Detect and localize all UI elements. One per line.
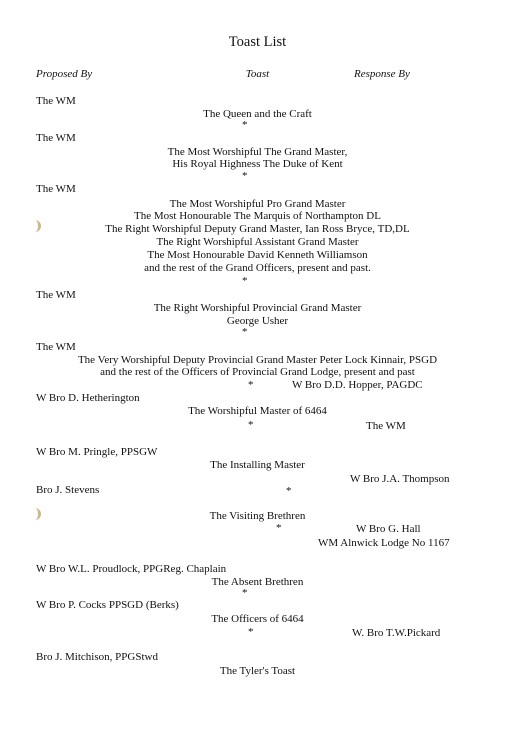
responder: W Bro G. Hall: [356, 523, 421, 535]
separator-star: *: [242, 587, 248, 599]
separator-star: *: [242, 170, 248, 182]
separator-star: *: [242, 326, 248, 338]
separator-star: *: [248, 419, 254, 431]
proposer: The WM: [36, 132, 76, 144]
header-response-by: Response By: [354, 68, 410, 80]
proposer: The WM: [36, 341, 76, 353]
responder: The WM: [366, 420, 406, 432]
proposer: The WM: [36, 95, 76, 107]
toast-line: The Right Worshipful Provincial Grand Master: [153, 302, 362, 314]
toast-line: The Worshipful Master of 6464: [188, 405, 327, 417]
toast-line: The Right Worshipful Deputy Grand Master, Ian Ross Bryce, TD,DL: [105, 223, 410, 235]
proposer: W Bro P. Cocks PPSGD (Berks): [36, 599, 179, 611]
toast-line: The Officers of 6464: [211, 613, 304, 625]
toast-line: and the rest of the Officers of Provincial Grand Lodge, present and past: [100, 366, 415, 378]
toast-line: The Most Worshipful Pro Grand Master: [169, 198, 346, 210]
proposer: Bro J. Mitchison, PPGStwd: [36, 651, 158, 663]
toast-line: The Very Worshipful Deputy Provincial Grand Master Peter Lock Kinnair, PSGD: [77, 354, 438, 366]
toast-line: The Most Honourable David Kenneth Williamson: [147, 249, 368, 261]
responder: W Bro J.A. Thompson: [350, 473, 450, 485]
proposer: Bro J. Stevens: [36, 484, 100, 496]
proposer: W Bro M. Pringle, PPSGW: [36, 446, 158, 458]
toast-line: The Tyler's Toast: [219, 665, 296, 677]
toast-line: and the rest of the Grand Officers, present and past.: [144, 262, 371, 274]
responder: W. Bro T.W.Pickard: [352, 627, 441, 639]
header-toast: Toast: [245, 68, 270, 80]
toast-line: The Queen and the Craft: [203, 108, 312, 120]
toast-line: The Most Honourable The Marquis of Northampton DL: [134, 210, 381, 222]
separator-star: *: [242, 275, 248, 287]
toast-line: The Most Worshipful The Grand Master,: [167, 146, 348, 158]
page-title: Toast List: [228, 34, 287, 50]
separator-star: *: [276, 522, 282, 534]
toast-line: The Right Worshipful Assistant Grand Master: [156, 236, 359, 248]
proposer: The WM: [36, 183, 76, 195]
responder: WM Alnwick Lodge No 1167: [318, 537, 450, 549]
toast-line: His Royal Highness The Duke of Kent: [172, 158, 343, 170]
separator-star: *: [242, 119, 248, 131]
toast-line: The Absent Brethren: [211, 576, 304, 588]
toast-line: The Installing Master: [210, 459, 305, 471]
separator-star: *: [248, 379, 254, 391]
proposer: W Bro W.L. Proudlock, PPGReg. Chaplain: [36, 563, 227, 575]
toast-line: The Visiting Brethren: [209, 510, 306, 522]
proposer: W Bro D. Hetherington: [36, 392, 140, 404]
separator-star: *: [286, 485, 292, 497]
toast-line: George Usher: [226, 315, 289, 327]
responder: W Bro D.D. Hopper, PAGDC: [292, 379, 423, 391]
proposer: The WM: [36, 289, 76, 301]
separator-star: *: [248, 626, 254, 638]
header-proposed-by: Proposed By: [36, 68, 93, 80]
